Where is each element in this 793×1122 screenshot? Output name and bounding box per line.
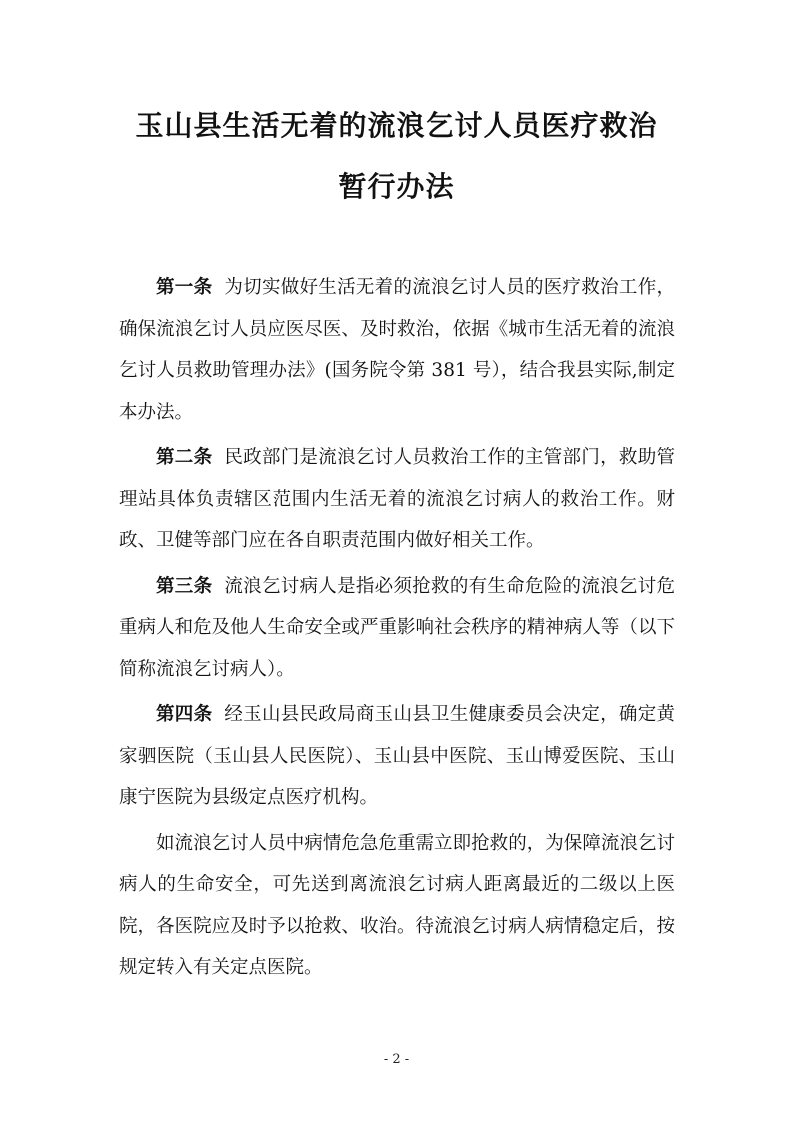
paragraph-article-1 bbox=[119, 267, 675, 433]
paragraph-text: 如流浪乞讨人员中病情危急危重需立即抢救的，为保障流浪乞讨病人的生命安全，可先送到离流浪乞讨病人距离最近的二级以上医院，各医院应及时予以抢救、收治。待流浪乞讨病人病情稳定后，按规定转入有关定点医院。 bbox=[119, 832, 675, 978]
document-title-line-2: 暂行办法 bbox=[338, 170, 455, 203]
paragraph-article-3 bbox=[119, 566, 675, 691]
paragraph-text: 流浪乞讨病人是指必须抢救的有生命危险的流浪乞讨危重病人和危及他人生命安全或严重影响社会秩序的精神病人等（以下简称流浪乞讨病人）。 bbox=[119, 575, 675, 680]
document-title-line-1: 玉山县生活无着的流浪乞讨人员医疗救治 bbox=[135, 109, 658, 142]
document-body bbox=[119, 267, 675, 993]
paragraph-text: 经玉山县民政局商玉山县卫生健康委员会决定，确定黄家驷医院（玉山县人民医院）、玉山县中医院、玉山博爱医院、玉山康宁医院为县级定点医疗机构。 bbox=[119, 704, 675, 808]
article-heading: 第四条 bbox=[156, 704, 213, 725]
article-heading: 第二条 bbox=[156, 447, 213, 468]
paragraph-text: 为切实做好生活无着的流浪乞讨人员的医疗救治工作，确保流浪乞讨人员应医尽医、及时救治，依据《城市生活无着的流浪乞讨人员救助管理办法》(国务院令第 381 号），结合我县实际,制定本办法。 bbox=[119, 277, 675, 423]
paragraph-article-4 bbox=[119, 694, 675, 819]
article-heading: 第三条 bbox=[156, 575, 213, 597]
paragraph-article-2 bbox=[119, 437, 675, 562]
paragraph-continuation bbox=[119, 823, 675, 989]
article-heading: 第一条 bbox=[156, 277, 213, 298]
page-number: - 2 - bbox=[383, 1052, 410, 1067]
paragraph-text: 民政部门是流浪乞讨人员救治工作的主管部门，救助管理站具体负责辖区范围内生活无着的流浪乞讨病人的救治工作。财政、卫健等部门应在各自职责范围内做好相关工作。 bbox=[119, 447, 675, 551]
